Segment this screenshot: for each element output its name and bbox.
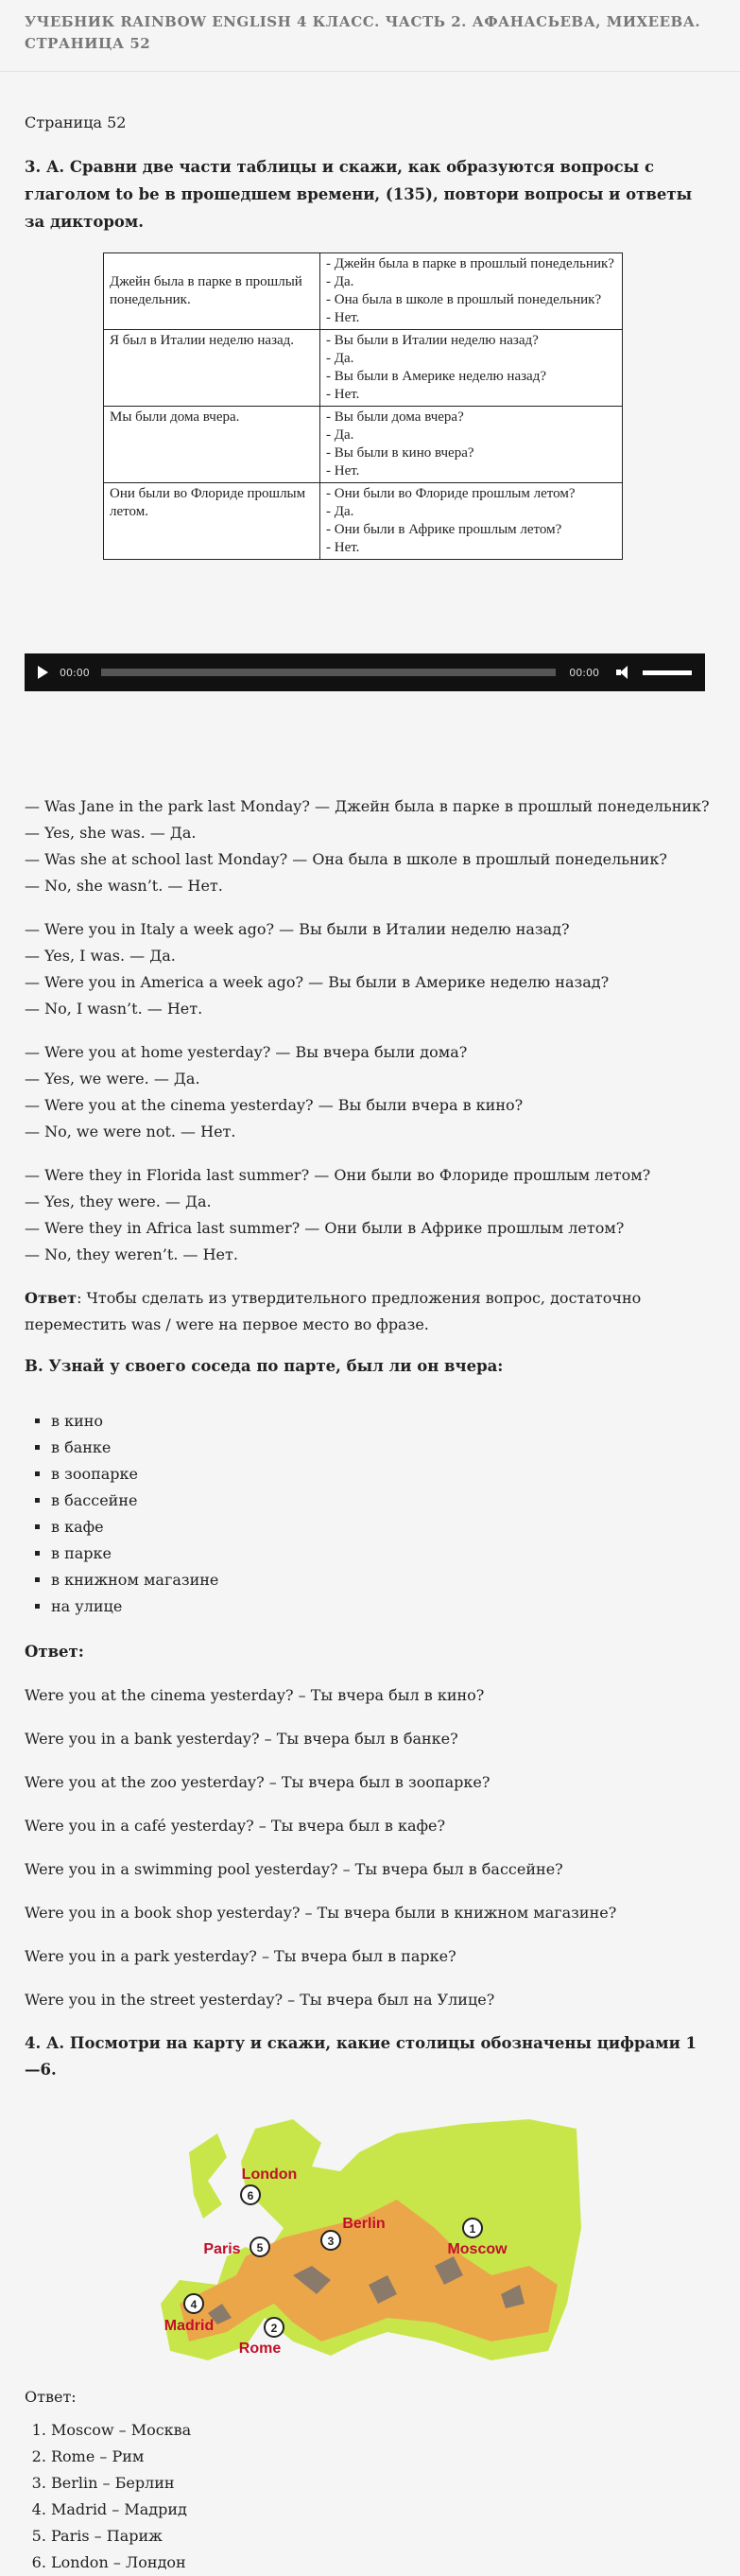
list-item: ▪ в бассейне <box>51 1488 218 1514</box>
answer-note <box>25 1285 686 1338</box>
answer-line: Were you in a café yesterday? – Ты вчера был в кафе? <box>25 1817 446 1835</box>
list-item: 2. Rome – Рим <box>51 2444 191 2470</box>
dialog-block <box>25 916 724 1022</box>
table-cell-statement: Джейн была в парке в прошлый понедельник. <box>104 253 320 330</box>
dialog-line: — No, they weren’t. — Нет. <box>25 1245 238 1263</box>
city-number: 1 <box>469 2222 476 2236</box>
places-list <box>25 1408 218 1620</box>
dialog-line: — Yes, she was. — Да. <box>25 824 197 842</box>
table-line: - Она была в школе в прошлый понедельник? <box>326 292 602 307</box>
table-cell-questions <box>320 483 623 560</box>
list-item: ▪ в кафе <box>51 1514 218 1540</box>
list-item: 5. Paris – Париж <box>51 2523 191 2550</box>
volume-slider[interactable] <box>643 670 692 675</box>
list-item: ▪ на улице <box>51 1593 218 1620</box>
list-item: ▪ в кино <box>51 1408 218 1435</box>
current-time: 00:00 <box>60 666 90 679</box>
task-3b-heading: B. Узнай у своего соседа по парте, был ли он вчера: <box>25 1357 504 1375</box>
city-number: 3 <box>327 2235 335 2248</box>
list-item: 6. London – Лондон <box>51 2550 191 2576</box>
list-item: ▪ в банке <box>51 1435 218 1461</box>
task-4a-heading: 4. А. Посмотри на карту и скажи, какие столицы обозначены цифрами 1—6. <box>25 2034 697 2079</box>
answer-line: Were you in a swimming pool yesterday? – Ты вчера был в бассейне? <box>25 1860 563 1878</box>
table-line: - Вы были дома вчера? <box>326 409 464 425</box>
dialog-line: — No, I wasn’t. — Нет. <box>25 1000 203 1018</box>
table-cell-questions <box>320 407 623 483</box>
list-item: 4. Madrid – Мадрид <box>51 2497 191 2523</box>
dialog-line: — Was Jane in the park last Monday? — Джейн была в парке в прошлый понедельник? <box>25 797 710 815</box>
table-line: - Они были в Африке прошлым летом? <box>326 522 562 537</box>
table-line: - Да. <box>326 274 354 289</box>
answer-line: Were you in a bank yesterday? – Ты вчера был в банке? <box>25 1730 458 1748</box>
table-line: - Вы были в Америке неделю назад? <box>326 369 546 384</box>
table-line: - Нет. <box>326 540 360 555</box>
dialog-line: — Were you in Italy a week ago? — Вы были в Италии неделю назад? <box>25 920 570 938</box>
capitals-list <box>25 2417 191 2576</box>
table-cell-statement: Мы были дома вчера. <box>104 407 320 483</box>
table-line: - Да. <box>326 427 354 443</box>
table-line: - Вы были в кино вчера? <box>326 445 474 461</box>
dialog-block <box>25 793 724 899</box>
audio-progress-track[interactable] <box>101 669 557 676</box>
list-item: 1. Moscow – Москва <box>51 2417 191 2444</box>
answer-line: Were you at the zoo yesterday? – Ты вчера был в зоопарке? <box>25 1773 490 1791</box>
list-item: 3. Berlin – Берлин <box>51 2470 191 2497</box>
answer-line: Were you in the street yesterday? – Ты вчера был на Улице? <box>25 1991 495 2009</box>
table-line: - Нет. <box>326 310 360 325</box>
city-number: 4 <box>190 2298 198 2311</box>
table-row <box>104 330 623 407</box>
table-line: - Джейн была в парке в прошлый понедельник? <box>326 256 614 271</box>
table-line: - Они были во Флориде прошлым летом? <box>326 486 576 501</box>
dialog-block <box>25 1039 724 1145</box>
answer-label: Ответ: <box>25 2388 77 2406</box>
dialog-line: — Were they in Africa last summer? — Они были в Африке прошлым летом? <box>25 1219 625 1237</box>
city-label: Madrid <box>163 2318 215 2334</box>
dialog-block <box>25 1162 724 1268</box>
city-marker-5 <box>203 2237 269 2257</box>
dialog-line: — No, we were not. — Нет. <box>25 1123 236 1140</box>
answer-line: Were you in a book shop yesterday? – Ты вчера были в книжном магазине? <box>25 1904 617 1922</box>
city-number: 2 <box>270 2322 278 2335</box>
dialog-line: — Yes, they were. — Да. <box>25 1192 212 1210</box>
dialog-line: — Yes, I was. — Да. <box>25 947 176 965</box>
page-number-label: Страница 52 <box>25 113 127 131</box>
list-item: ▪ в книжном магазине <box>51 1567 218 1593</box>
dialog-line: — No, she wasn’t. — Нет. <box>25 877 223 895</box>
table-cell-questions <box>320 253 623 330</box>
table-row <box>104 407 623 483</box>
answer-line: Were you in a park yesterday? – Ты вчера был в парке? <box>25 1947 456 1965</box>
page-title: УЧЕБНИК RAINBOW ENGLISH 4 КЛАСС. ЧАСТЬ 2. АФАНАСЬЕВА, МИХЕЕВА. СТРАНИЦА 52 <box>25 13 701 52</box>
list-item: ▪ в зоопарке <box>51 1461 218 1488</box>
task-3a-heading: 3. А. Сравни две части таблицы и скажи, как образуются вопросы с глаголом to be в прошедшем времени, (135), повтори вопросы и ответы за диктором. <box>25 158 693 231</box>
city-label: Rome <box>238 2341 282 2357</box>
table-line: - Нет. <box>326 387 360 402</box>
table-line: - Да. <box>326 351 354 366</box>
grammar-table <box>103 252 623 560</box>
table-line: - Да. <box>326 504 354 519</box>
audio-player <box>25 653 705 691</box>
table-row <box>104 253 623 330</box>
dialog-line: — Were they in Florida last summer? — Они были во Флориде прошлым летом? <box>25 1166 651 1184</box>
answer-note-text: : Чтобы сделать из утвердительного предложения вопрос, достаточно переместить was / were на первое место во фразе. <box>25 1289 642 1333</box>
city-label: Berlin <box>342 2216 386 2232</box>
list-item: ▪ в парке <box>51 1540 218 1567</box>
city-label: Moscow <box>447 2241 508 2257</box>
volume-icon[interactable] <box>616 666 633 679</box>
table-line: - Вы были в Италии неделю назад? <box>326 333 539 348</box>
city-number: 6 <box>247 2189 254 2202</box>
city-number: 5 <box>256 2241 264 2254</box>
table-line: - Нет. <box>326 463 360 479</box>
dialog-line: — Were you in America a week ago? — Вы были в Америке неделю назад? <box>25 973 610 991</box>
dialog-line: — Was she at school last Monday? — Она была в школе в прошлый понедельник? <box>25 850 667 868</box>
map-land <box>189 2133 227 2219</box>
answer-label: Ответ: <box>25 1643 84 1661</box>
table-cell-statement: Они были во Флориде прошлым летом. <box>104 483 320 560</box>
europe-map <box>151 2115 586 2370</box>
table-row <box>104 483 623 560</box>
dialog-line: — Yes, we were. — Да. <box>25 1070 200 1088</box>
city-label: Paris <box>203 2241 241 2257</box>
dialog-line: — Were you at the cinema yesterday? — Вы были вчера в кино? <box>25 1096 524 1114</box>
answer-line: Were you at the cinema yesterday? – Ты вчера был в кино? <box>25 1686 485 1704</box>
city-label: London <box>241 2167 298 2183</box>
table-cell-statement: Я был в Италии неделю назад. <box>104 330 320 407</box>
page-header <box>0 0 740 72</box>
play-icon[interactable] <box>38 666 48 679</box>
duration-time: 00:00 <box>569 666 599 679</box>
dialog-line: — Were you at home yesterday? — Вы вчера были дома? <box>25 1043 468 1061</box>
table-cell-questions <box>320 330 623 407</box>
answer-note-label: Ответ <box>25 1289 77 1307</box>
